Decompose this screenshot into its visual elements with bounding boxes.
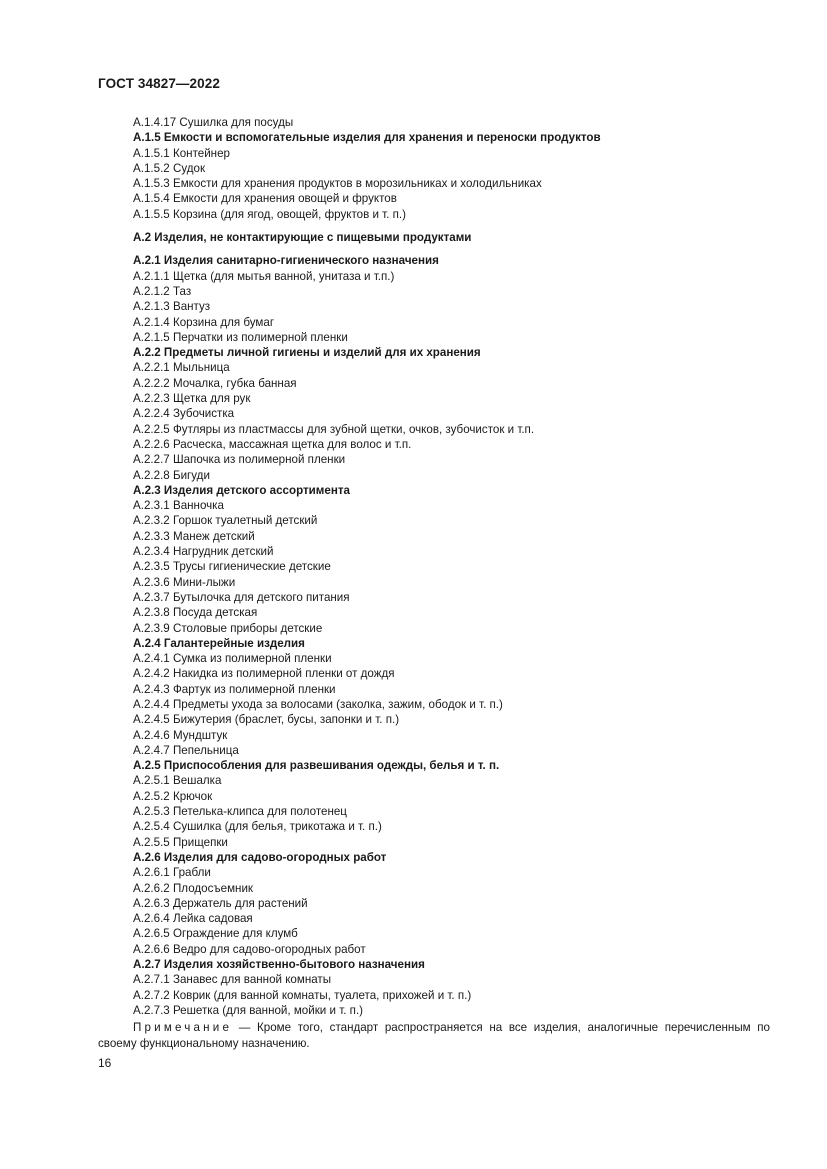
list-item: А.2.3.4 Нагрудник детский <box>133 545 274 559</box>
list-item: А.1.5.4 Емкости для хранения овощей и фруктов <box>133 192 397 206</box>
list-item: А.2.2.3 Щетка для рук <box>133 392 251 406</box>
list-item: А.2.6.5 Ограждение для клумб <box>133 927 298 941</box>
list-item: А.1.5.3 Емкости для хранения продуктов в морозильниках и холодильниках <box>133 177 542 191</box>
list-item: А.2.2.5 Футляры из пластмассы для зубной щетки, очков, зубочисток и т.п. <box>133 422 535 436</box>
section-heading: А.2.3 Изделия детского ассортимента <box>133 483 350 497</box>
list-item: А.2.3.1 Ванночка <box>133 499 224 513</box>
section-heading: А.2.4 Галантерейные изделия <box>133 636 305 650</box>
list-item: А.2.1.5 Перчатки из полимерной пленки <box>133 330 348 344</box>
note-paragraph <box>98 1020 770 1052</box>
list-item: А.2.3.2 Горшок туалетный детский <box>133 514 318 528</box>
list-item: А.2.6.3 Держатель для растений <box>133 896 308 910</box>
list-item: А.2.3.9 Столовые приборы детские <box>133 621 323 635</box>
list-item: А.1.4.17 Сушилка для посуды <box>133 116 294 129</box>
list-item: А.2.2.6 Расческа, массажная щетка для волос и т.п. <box>133 437 412 451</box>
list-item: А.1.5.1 Контейнер <box>133 146 230 160</box>
section-heading: А.1.5 Емкости и вспомогательные изделия для хранения и переноски продуктов <box>133 131 601 145</box>
list-item: А.2.7.2 Коврик (для ванной комнаты, туалета, прихожей и т. п.) <box>133 988 472 1002</box>
list-item: А.2.5.4 Сушилка (для белья, трикотажа и т. п.) <box>133 820 382 834</box>
list-item: А.2.4.5 Бижутерия (браслет, бусы, запонки и т. п.) <box>133 713 400 727</box>
list-item: А.1.5.2 Судок <box>133 161 206 175</box>
list-item: А.2.6.6 Ведро для садово-огородных работ <box>133 942 366 956</box>
list-item: А.2.2.8 Бигуди <box>133 468 210 482</box>
list-item: А.2.6.4 Лейка садовая <box>133 912 253 926</box>
list-item: А.2.3.5 Трусы гигиенические детские <box>133 560 331 574</box>
section-heading: А.2.2 Предметы личной гигиены и изделий для их хранения <box>133 346 481 360</box>
list-item: А.2.4.6 Мундштук <box>133 728 228 742</box>
document-header: ГОСТ 34827—2022 <box>98 76 220 91</box>
list-item: А.2.2.1 Мыльница <box>133 361 230 375</box>
list-item: А.2.1.4 Корзина для бумаг <box>133 315 275 329</box>
list-item: А.2.6.1 Грабли <box>133 866 211 880</box>
list-item: А.2.6.2 Плодосъемник <box>133 881 254 895</box>
list-item: А.2.2.4 Зубочистка <box>133 407 235 421</box>
page-number: 16 <box>98 1056 112 1070</box>
classification-list <box>133 115 773 1018</box>
list-item: А.2.4.7 Пепельница <box>133 743 239 757</box>
list-item: А.1.5.5 Корзина (для ягод, овощей, фруктов и т. п.) <box>133 207 406 221</box>
section-heading: А.2.7 Изделия хозяйственно-бытового назначения <box>133 958 425 972</box>
list-item: А.2.2.2 Мочалка, губка банная <box>133 376 297 390</box>
list-item: А.2.3.8 Посуда детская <box>133 606 258 620</box>
list-item: А.2.1.3 Вантуз <box>133 300 211 314</box>
section-heading: А.2.5 Приспособления для развешивания одежды, белья и т. п. <box>133 759 500 773</box>
list-item: А.2.4.1 Сумка из полимерной пленки <box>133 652 332 666</box>
list-item: А.2.5.3 Петелька-клипса для полотенец <box>133 805 347 819</box>
list-item: А.2.2.7 Шапочка из полимерной пленки <box>133 453 346 467</box>
list-item: А.2.4.4 Предметы ухода за волосами (заколка, зажим, ободок и т. п.) <box>133 697 503 711</box>
list-item: А.2.5.1 Вешалка <box>133 774 222 788</box>
section-heading: А.2.1 Изделия санитарно-гигиенического назначения <box>133 254 439 268</box>
section-heading: А.2.6 Изделия для садово-огородных работ <box>133 850 387 864</box>
list-item: А.2.4.2 Накидка из полимерной пленки от дождя <box>133 667 395 681</box>
list-item: А.2.5.2 Крючок <box>133 789 213 803</box>
list-item: А.2.3.7 Бутылочка для детского питания <box>133 590 350 604</box>
list-item: А.2.7.1 Занавес для ванной комнаты <box>133 973 332 987</box>
list-item: А.2.3.3 Манеж детский <box>133 529 255 543</box>
list-item: А.2.5.5 Прищепки <box>133 835 228 849</box>
list-item: А.2.1.1 Щетка (для мытья ванной, унитаза и т.п.) <box>133 269 395 283</box>
list-item: А.2.1.2 Таз <box>133 284 192 298</box>
list-item: А.2.7.3 Решетка (для ванной, мойки и т. п.) <box>133 1003 364 1017</box>
list-item: А.2.4.3 Фартук из полимерной пленки <box>133 682 336 696</box>
note-text: — Кроме того, стандарт распространяется на все изделия, аналогичные перечисленным по своему функциональному назначению. <box>98 1021 770 1050</box>
list-item: А.2.3.6 Мини-лыжи <box>133 575 236 589</box>
section-heading: А.2 Изделия, не контактирующие с пищевыми продуктами <box>133 231 472 245</box>
note-label: Примечание <box>133 1021 233 1034</box>
